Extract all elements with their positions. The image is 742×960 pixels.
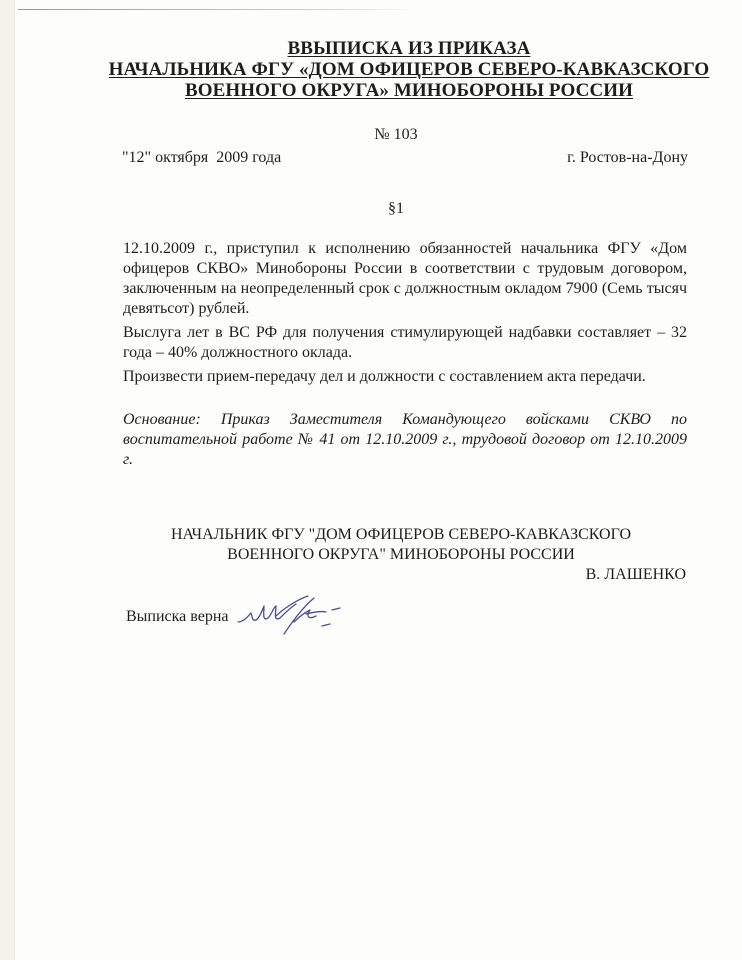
order-city: г. Ростов-на-Дону [567,149,688,166]
body-paragraph: Произвести прием-передачу дел и должности с составлением акта передачи. [123,368,646,385]
scan-top-rule [18,9,418,10]
basis-note: Основание: Приказ Заместителя Командующего войсками СКВО по воспитательной работе № 41 от 12.10.2009 г., трудовой договор от 12.10.2009 г. [123,411,687,468]
body-paragraph: Выслуга лет в ВС РФ для получения стимулирующей надбавки составляет – 32 года – 40% должностного оклада. [123,324,687,361]
handwritten-signature [236,592,376,638]
signatory-org-line-1: НАЧАЛЬНИК ФГУ "ДОМ ОФИЦЕРОВ СЕВЕРО-КАВКАЗСКОГО [170,526,631,543]
body-paragraph: 12.10.2009 г., приступил к исполнению обязанностей начальника ФГУ «Дом офицеров СКВО» Минобороны России в соответствии с трудовым договором, заключенным на неопределенный срок с должностным окладом 7900 (Семь тысяч девятьсот) рублей. [123,240,687,317]
order-number: № 103 [374,126,418,143]
signature-stroke [322,624,330,626]
order-date: "12" октября 2009 года [122,149,282,166]
document-title-line-3: ВОЕННОГО ОКРУГА» МИНОБОРОНЫ РОССИИ [184,80,634,101]
certification-label: Выписка верна [126,608,229,625]
scan-edge [0,0,15,960]
signatory-org-line-2: ВОЕННОГО ОКРУГА" МИНОБОРОНЫ РОССИИ [227,546,575,563]
document-title-line-2: НАЧАЛЬНИКА ФГУ «ДОМ ОФИЦЕРОВ СЕВЕРО-КАВКАЗСКОГО [108,59,710,80]
signature-stroke [284,598,314,634]
signature-stroke [276,596,308,616]
signatory-name: В. ЛАШЕНКО [585,566,686,583]
section-number: §1 [388,200,404,217]
document-title-line-1: ВВЫПИСКА ИЗ ПРИКАЗА [287,38,531,59]
signature-stroke [332,608,340,610]
